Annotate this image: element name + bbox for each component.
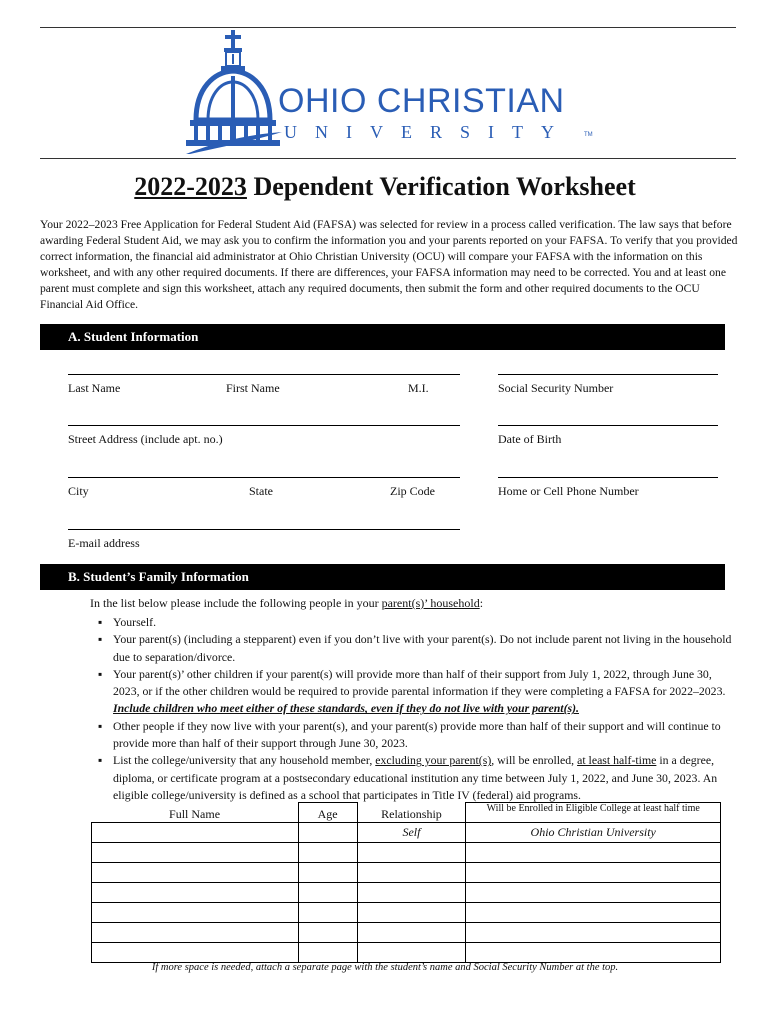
- family-intro-underlined: parent(s)’ household: [381, 596, 480, 610]
- cell-full-name[interactable]: [92, 943, 299, 963]
- cell-college[interactable]: [466, 923, 721, 943]
- list-item: [96, 614, 736, 631]
- household-criteria-list: [96, 614, 736, 804]
- state-label: State: [249, 484, 273, 498]
- dob-label: Date of Birth: [498, 432, 562, 446]
- bullet-text: List the college/university that any household member,: [113, 753, 376, 768]
- logo-trademark: TM: [584, 132, 593, 138]
- logo-subtitle: UNIVERSITY: [284, 122, 572, 142]
- col-header-relationship: Relationship: [357, 803, 466, 823]
- cell-relationship[interactable]: [357, 883, 466, 903]
- phone-field-line[interactable]: [498, 477, 718, 479]
- family-intro: [90, 596, 483, 611]
- cell-age[interactable]: [298, 943, 357, 963]
- cell-age[interactable]: [298, 823, 357, 843]
- section-a-header: [40, 324, 725, 350]
- bullet-text: , will be enrolled,: [491, 753, 578, 768]
- bullet-text: Yourself.: [113, 615, 157, 629]
- street-field-line[interactable]: [68, 425, 460, 427]
- cell-full-name[interactable]: [92, 823, 299, 843]
- cell-college[interactable]: [466, 883, 721, 903]
- cell-relationship[interactable]: [357, 903, 466, 923]
- zip-label: Zip Code: [390, 484, 435, 498]
- table-row: [92, 903, 721, 923]
- table-row: [92, 923, 721, 943]
- cell-full-name[interactable]: [92, 923, 299, 943]
- list-item: [96, 752, 736, 804]
- intro-paragraph: Your 2022–2023 Free Application for Federal Student Aid (FAFSA) was selected for review in a process called verification. The law says that before awarding Federal Student Aid, we may ask you to confirm the information you and your parents reported on your FAFSA. To verify that you provided correct information, the financial aid administrator at Ohio Christian University (OCU) will compare your FAFSA with the information on this worksheet, and with any other required documents. If there are differences, your FAFSA information may need to be corrected. You and at least one parent must complete and sign this worksheet, attach any required documents, then submit the form and other required documents to the OCU Financial Aid Office.: [40, 218, 738, 311]
- table-row: [92, 823, 721, 843]
- list-item: [96, 631, 736, 666]
- cell-relationship[interactable]: [357, 843, 466, 863]
- bullet-text: Your parent(s)’ other children if your parent(s) will provide more than half of their support from July 1, 2022, through June 30, 2023, or if the other children would be required to provide parental information if they were completing a FAFSA for 2022–2023.: [113, 666, 726, 699]
- cell-college[interactable]: [466, 903, 721, 923]
- list-item: [96, 666, 736, 718]
- cell-college: Ohio Christian University: [466, 823, 721, 843]
- cell-full-name[interactable]: [92, 903, 299, 923]
- cell-relationship[interactable]: [357, 943, 466, 963]
- cell-age[interactable]: [298, 843, 357, 863]
- cell-college[interactable]: [466, 863, 721, 883]
- cell-relationship: Self: [357, 823, 466, 843]
- ssn-label: Social Security Number: [498, 381, 614, 395]
- bullet-text: in a degree, diploma, or certificate program at a postsecondary educational institution any time between July 1, 2022, and June 30, 2023. An eligible college/university is defined as a school that participates in Title IV (federal) aid programs.: [113, 753, 718, 802]
- city-field-line[interactable]: [68, 477, 460, 479]
- first-name-label: First Name: [226, 381, 280, 395]
- table-row: [92, 943, 721, 963]
- bullet-emphasis: Include children who meet either of these standards, even if they do not live with your parent(s).: [113, 701, 579, 716]
- table-header-row: [92, 803, 721, 823]
- list-item: [96, 718, 736, 753]
- col-header-full-name: Full Name: [92, 803, 299, 823]
- cell-relationship[interactable]: [357, 863, 466, 883]
- footer-note: If more space is needed, attach a separate page with the student’s name and Social Security Number at the top.: [151, 962, 619, 973]
- col-header-age: Age: [298, 803, 357, 823]
- family-intro-colon: :: [479, 596, 484, 610]
- logo-bottom-rule: [40, 158, 736, 159]
- bullet-text: Your parent(s) (including a stepparent) even if you don’t live with your parent(s). Do not include parent not living in the household due to separation/divorce.: [113, 632, 732, 664]
- dob-field-line[interactable]: [498, 425, 718, 427]
- cell-college[interactable]: [466, 843, 721, 863]
- cell-age[interactable]: [298, 883, 357, 903]
- col-header-enrolled: Will be Enrolled in Eligible College at least half time: [466, 803, 721, 823]
- cell-full-name[interactable]: [92, 863, 299, 883]
- table-row: [92, 863, 721, 883]
- bullet-underlined: excluding your parent(s): [375, 753, 492, 768]
- bullet-text: Other people if they now live with your parent(s), and your parent(s) provide more than half of their support and will continue to provide more than half of their support through June 30, 2023.: [113, 718, 721, 751]
- table-row: [92, 843, 721, 863]
- section-b-title: B. Student’s Family Information: [68, 569, 249, 584]
- city-label: City: [68, 484, 89, 498]
- family-intro-text: In the list below please include the following people in your: [90, 596, 382, 610]
- name-field-line[interactable]: [68, 374, 460, 376]
- page-title: [0, 172, 770, 202]
- family-table: [91, 802, 721, 963]
- top-rule: [40, 27, 736, 28]
- cell-full-name[interactable]: [92, 883, 299, 903]
- logo-name: OHIO CHRISTIAN: [278, 82, 565, 120]
- section-b-header: [40, 564, 725, 590]
- last-name-label: Last Name: [68, 381, 121, 395]
- mi-label: M.I.: [408, 381, 429, 395]
- table-row: [92, 883, 721, 903]
- street-label: Street Address (include apt. no.): [68, 432, 223, 446]
- section-a-title: A. Student Information: [68, 329, 199, 344]
- cell-age[interactable]: [298, 863, 357, 883]
- cell-relationship[interactable]: [357, 923, 466, 943]
- cell-college[interactable]: [466, 943, 721, 963]
- cell-age[interactable]: [298, 903, 357, 923]
- title-years: 2022-2023: [134, 172, 247, 201]
- bullet-underlined: at least half-time: [577, 753, 657, 768]
- cell-age[interactable]: [298, 923, 357, 943]
- phone-label: Home or Cell Phone Number: [498, 484, 639, 498]
- email-label: E-mail address: [68, 536, 140, 550]
- ssn-field-line[interactable]: [498, 374, 718, 376]
- title-text: Dependent Verification Worksheet: [246, 172, 636, 201]
- cell-full-name[interactable]: [92, 843, 299, 863]
- email-field-line[interactable]: [68, 529, 460, 531]
